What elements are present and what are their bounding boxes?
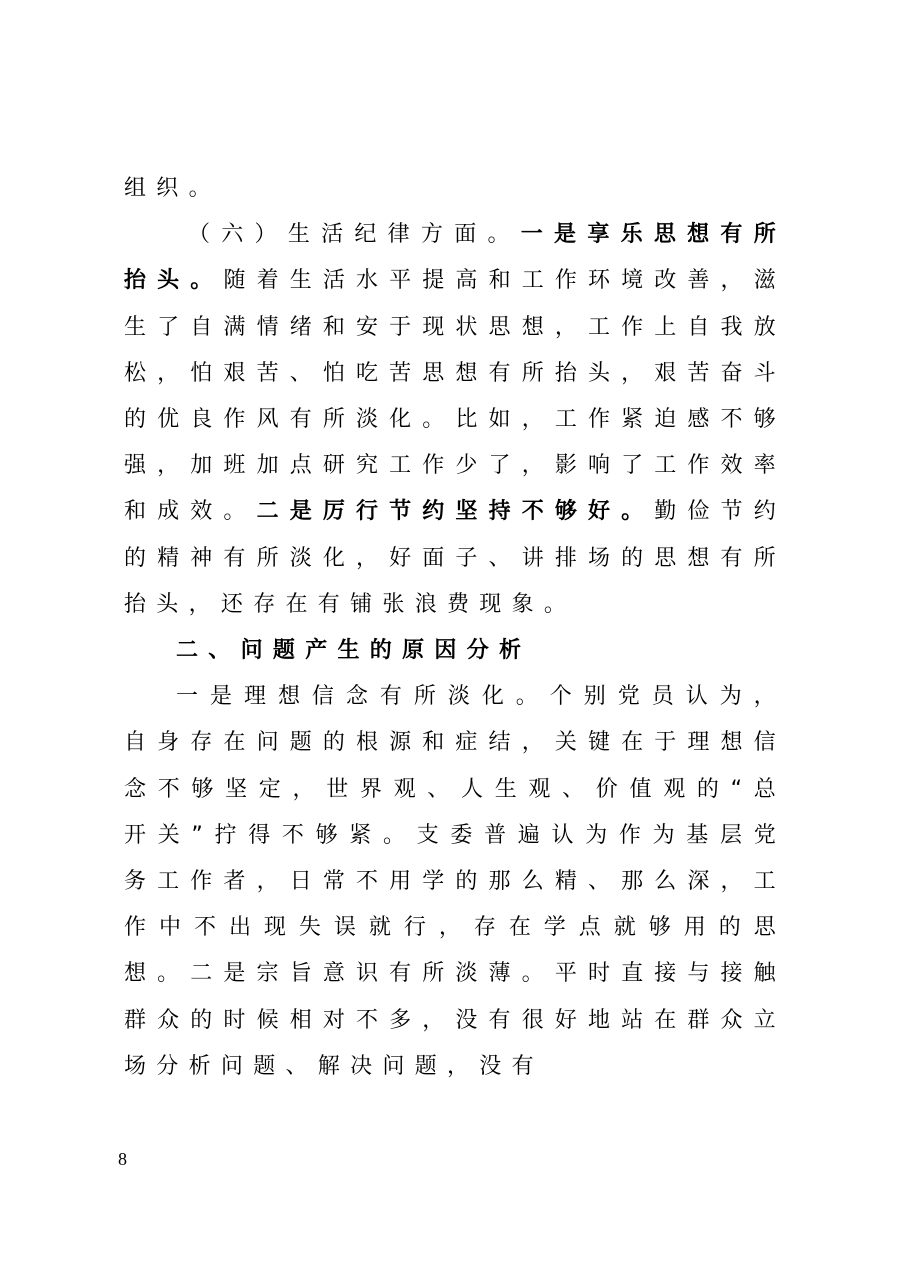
text-segment: 二是宗旨意识有所淡薄。 xyxy=(190,961,555,987)
paragraph-continuation xyxy=(124,166,786,212)
paragraph-analysis xyxy=(124,674,786,1090)
section-heading: 二、问题产生的原因分析 xyxy=(176,638,532,664)
text-segment: 一是理想信念有所淡化。 xyxy=(176,684,550,710)
text-segment: 平时直接与接触群众的时候相对不多，没有很好地站在群众立场分析问题、解决问题，没有 xyxy=(124,961,786,1079)
text-segment: （六）生活纪律方面。 xyxy=(188,222,521,248)
paragraph-discipline xyxy=(124,212,786,628)
bold-text-segment: 一是享乐思想有所抬头。 xyxy=(124,222,786,294)
text-segment: 组织。 xyxy=(124,176,221,201)
text-segment: 个别党员认为，自身存在问题的根源和症结，关键在于理想信念不够坚定，世界观、人生观、价值观的“总开关”拧得不够紧。支委普遍认为作为基层党务工作者，日常不用学的那么精、那么深，工作中不出现失误就行，存在学点就够用的思想。 xyxy=(124,684,786,987)
text-segment: 勤俭节约的精神有所淡化，好面子、讲排场的思想有所抬头，还存在有铺张浪费现象。 xyxy=(124,499,787,617)
text-segment: 随着生活水平提高和工作环境改善，滋生了自满情绪和安于现状思想，工作上自我放松，怕艰苦、怕吃苦思想有所抬头，艰苦奋斗的优良作风有所淡化。比如，工作紧迫感不够强，加班加点研究工作少了，影响了工作效率和成效。 xyxy=(124,268,786,525)
page-number: 8 xyxy=(118,1149,127,1169)
document-body xyxy=(124,166,786,1090)
bold-text-segment: 二是厉行节约坚持不够好。 xyxy=(256,499,655,525)
